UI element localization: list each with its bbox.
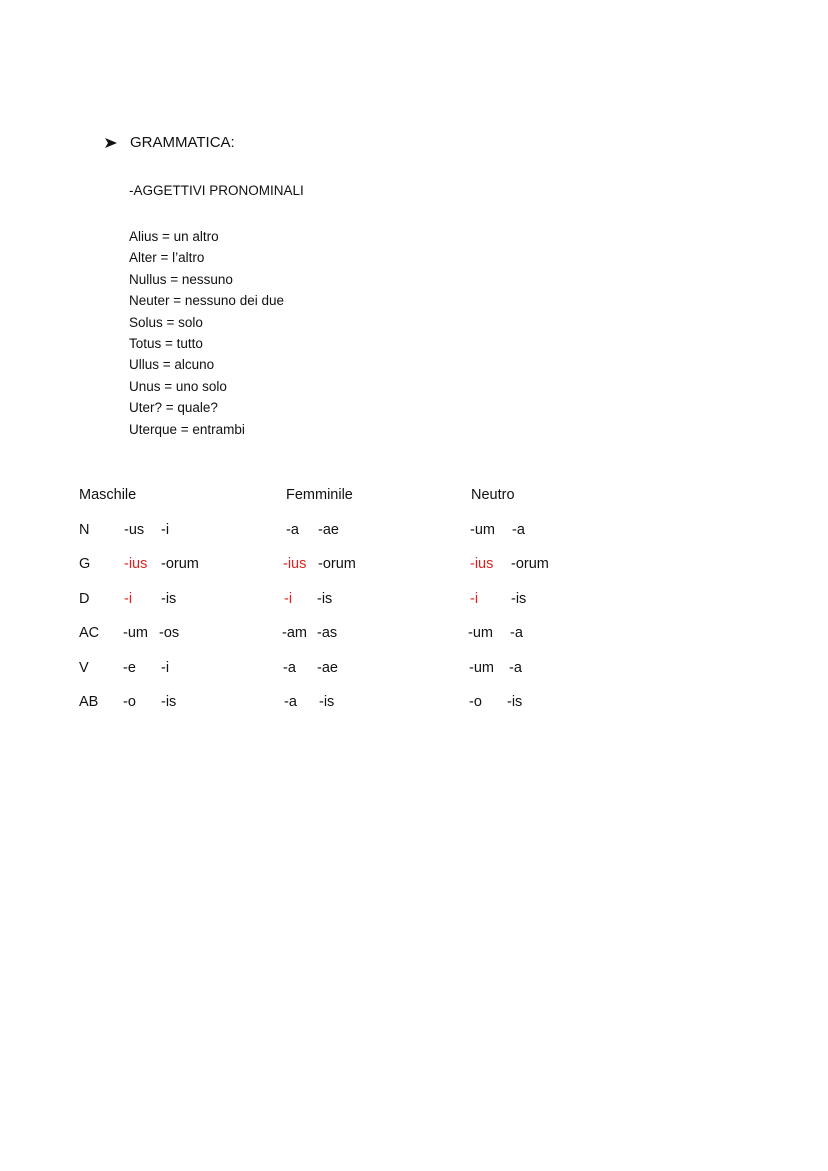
ending-n-plur: -is bbox=[507, 694, 523, 710]
ending-m-sing-highlight: -ius bbox=[124, 556, 148, 572]
vocab-item: Ullus = alcuno bbox=[129, 357, 215, 373]
ending-f-plur: -is bbox=[317, 591, 333, 607]
ending-f-plur: -ae bbox=[317, 660, 338, 676]
ending-f-plur: -as bbox=[317, 625, 338, 641]
vocab-item: Solus = solo bbox=[129, 314, 203, 330]
ending-n-plur: -is bbox=[511, 591, 527, 607]
ending-f-sing-highlight: -i bbox=[284, 591, 293, 607]
ending-m-sing: -o bbox=[123, 694, 136, 710]
ending-n-plur: -orum bbox=[511, 556, 549, 572]
ending-m-sing: -e bbox=[123, 660, 136, 676]
case-label: G bbox=[79, 556, 91, 572]
case-label: AB bbox=[79, 694, 99, 710]
vocab-item: Totus = tutto bbox=[129, 336, 203, 352]
case-label: N bbox=[79, 522, 90, 538]
ending-n-sing: -um bbox=[469, 660, 494, 676]
vocab-item: Unus = uno solo bbox=[129, 378, 227, 394]
ending-m-plur: -is bbox=[161, 694, 177, 710]
ending-n-sing-highlight: -ius bbox=[470, 556, 494, 572]
ending-f-sing: -am bbox=[282, 625, 307, 641]
case-label: V bbox=[79, 660, 89, 676]
ending-m-sing: -um bbox=[123, 625, 148, 641]
ending-m-sing-highlight: -i bbox=[124, 591, 133, 607]
vocab-item: Nullus = nessuno bbox=[129, 271, 233, 287]
ending-n-sing: -um bbox=[468, 625, 493, 641]
vocab-item: Neuter = nessuno dei due bbox=[129, 293, 284, 309]
ending-m-plur: -i bbox=[161, 522, 170, 538]
ending-f-sing-highlight: -ius bbox=[283, 556, 307, 572]
ending-n-plur: -a bbox=[510, 625, 523, 641]
ending-f-sing: -a bbox=[284, 694, 297, 710]
ending-n-plur: -a bbox=[512, 522, 525, 538]
subheading: -AGGETTIVI PRONOMINALI bbox=[129, 183, 304, 198]
ending-f-sing: -a bbox=[286, 522, 299, 538]
vocab-item: Alter = l’altro bbox=[129, 250, 205, 266]
ending-f-sing: -a bbox=[283, 660, 296, 676]
ending-n-sing-highlight: -i bbox=[470, 591, 479, 607]
ending-m-plur: -os bbox=[159, 625, 180, 641]
ending-f-plur: -is bbox=[319, 694, 335, 710]
ending-n-plur: -a bbox=[509, 660, 522, 676]
ending-f-plur: -ae bbox=[318, 522, 339, 538]
header-femminile: Femminile bbox=[286, 487, 353, 503]
ending-m-plur: -is bbox=[161, 591, 177, 607]
vocab-item: Uterque = entrambi bbox=[129, 421, 245, 437]
ending-m-plur: -i bbox=[161, 660, 170, 676]
header-maschile: Maschile bbox=[79, 487, 137, 503]
header-neutro: Neutro bbox=[471, 487, 515, 503]
case-label: D bbox=[79, 591, 90, 607]
vocab-item: Alius = un altro bbox=[129, 229, 219, 244]
vocab-item: Uter? = quale? bbox=[129, 400, 218, 416]
ending-f-plur: -orum bbox=[318, 556, 356, 572]
ending-m-sing: -us bbox=[124, 522, 145, 538]
ending-m-plur: -orum bbox=[161, 556, 199, 572]
ending-n-sing: -o bbox=[469, 694, 482, 710]
ending-n-sing: -um bbox=[470, 522, 495, 538]
case-label: AC bbox=[79, 625, 100, 641]
section-heading-text: GRAMMATICA: bbox=[130, 134, 235, 151]
